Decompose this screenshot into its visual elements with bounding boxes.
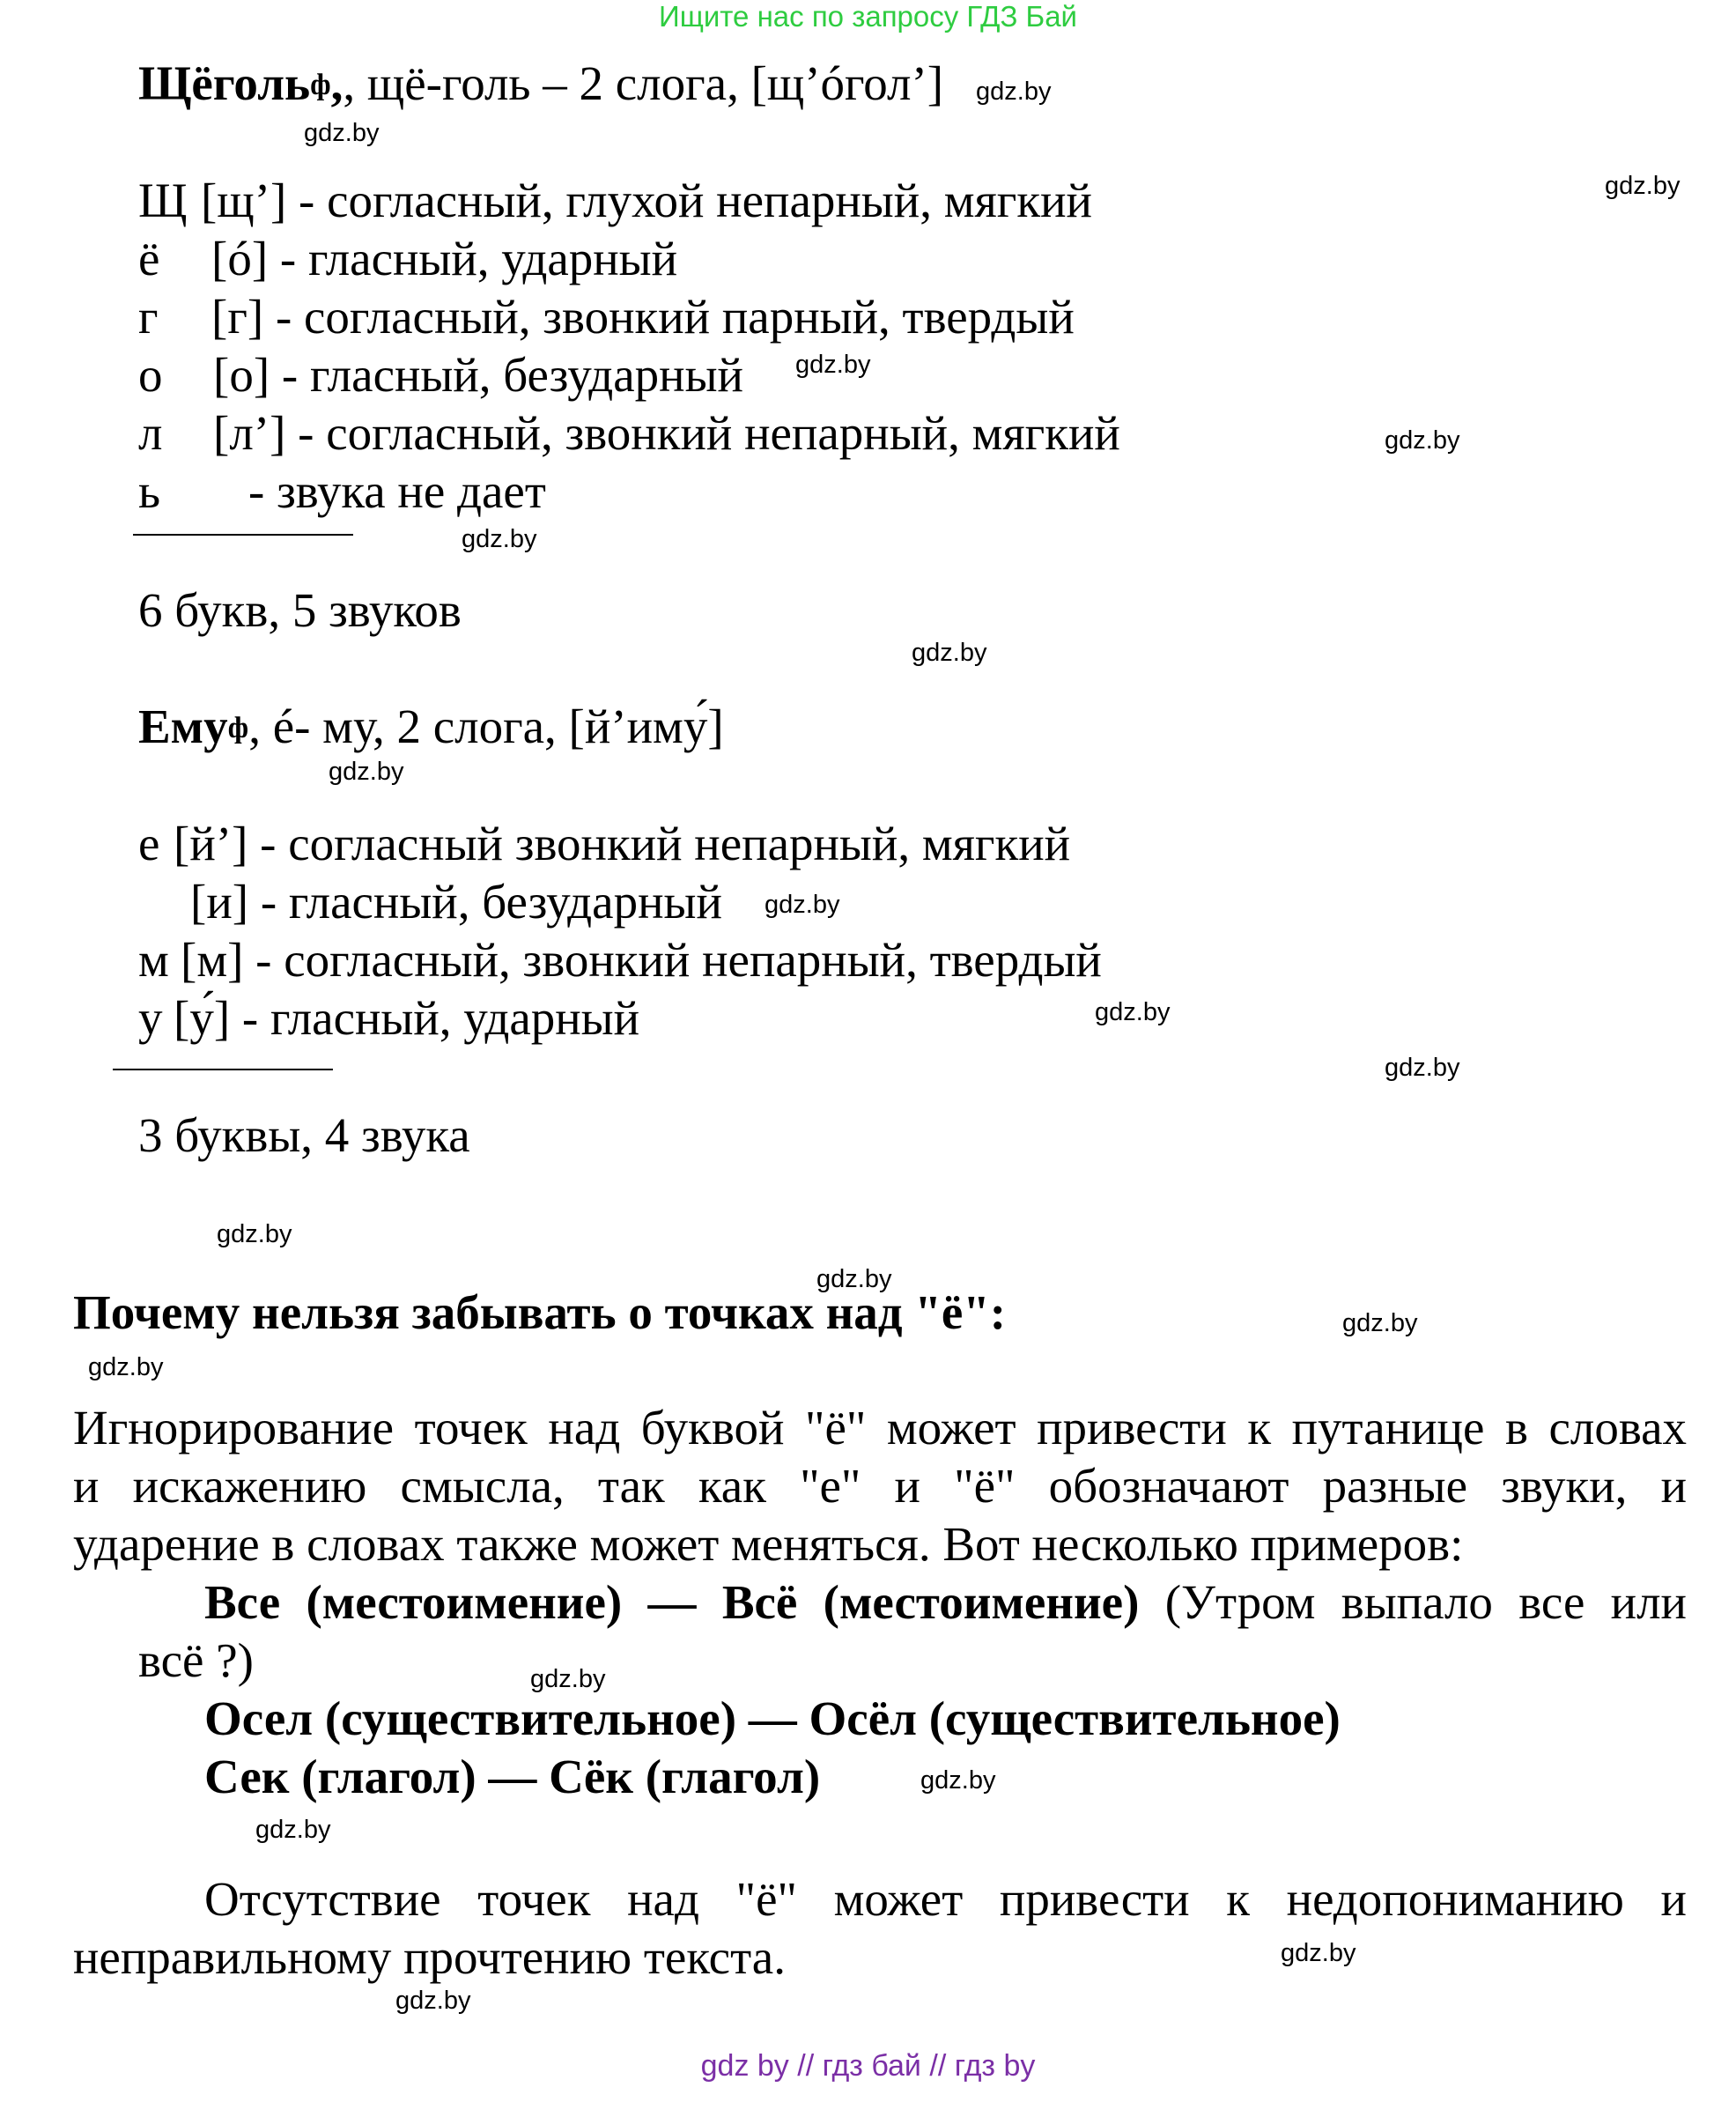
watermark: gdz.by <box>1385 426 1460 455</box>
search-banner: Ищите нас по запросу ГДЗ Бай <box>659 0 1077 33</box>
paragraph-line: Отсутствие точек над "ё" может привести к недопониманию и <box>204 1872 1687 1926</box>
watermark: gdz.by <box>912 639 987 667</box>
sound-description: [щ’] - согласный, глухой непарный, мягкий <box>201 174 1092 227</box>
example-1 <box>204 1573 1687 1632</box>
watermark: gdz.by <box>217 1220 292 1248</box>
word1-mark: ф <box>310 69 331 101</box>
example-1-note: (Утром выпало все или <box>1139 1575 1687 1629</box>
paragraph-line: Игнорирование точек над буквой "ё" может привести к путанице в словах <box>73 1401 1687 1454</box>
letter-cell: е <box>138 817 160 870</box>
watermark: gdz.by <box>816 1265 892 1293</box>
footer-links: gdz by // гдз бай // гдз by <box>700 2049 1036 2083</box>
word2-summary: 3 буквы, 4 звука <box>138 1108 470 1162</box>
watermark: gdz.by <box>1605 172 1681 200</box>
letter-cell: м <box>138 933 169 987</box>
watermark: gdz.by <box>530 1665 606 1693</box>
watermark: gdz.by <box>329 758 404 786</box>
watermark: gdz.by <box>1281 1939 1356 1967</box>
word1-title: Щёголь <box>138 56 311 110</box>
watermark: gdz.by <box>1385 1054 1460 1082</box>
example-2: Осел (существительное) — Осёл (существительное) <box>204 1691 1341 1745</box>
sound-description: [г] - согласный, звонкий парный, твердый <box>211 290 1075 344</box>
watermark: gdz.by <box>88 1353 164 1381</box>
sound-description: - звука не дает <box>248 464 546 518</box>
letter-cell: ё <box>138 232 160 285</box>
paragraph-line: неправильному прочтению текста. <box>73 1930 786 1984</box>
watermark: gdz.by <box>395 1987 471 2015</box>
section-heading: Почему нельзя забывать о точках над "ё": <box>73 1285 1007 1339</box>
letter-cell: л <box>138 406 163 460</box>
paragraph-line: и искажению смысла, так как "е" и "ё" обозначают разные звуки, и <box>73 1459 1687 1513</box>
sound-description: [и] - гласный, безударный <box>190 875 722 929</box>
divider <box>133 534 353 536</box>
watermark: gdz.by <box>920 1766 996 1795</box>
letter-cell: у <box>138 991 163 1045</box>
watermark: gdz.by <box>1095 998 1171 1026</box>
letter-cell: о <box>138 348 163 402</box>
watermark: gdz.by <box>795 351 871 379</box>
letter-cell: ь <box>138 464 161 518</box>
paragraph-line: ударение в словах также может меняться. Вот несколько примеров: <box>73 1517 1464 1571</box>
watermark: gdz.by <box>1342 1309 1418 1337</box>
example-1-cont: всё ?) <box>138 1633 254 1687</box>
watermark: gdz.by <box>976 78 1052 106</box>
letter-cell: Щ <box>138 174 188 227</box>
letter-cell: г <box>138 290 159 344</box>
watermark: gdz.by <box>765 891 840 919</box>
example-1-words: Все (местоимение) — Всё (местоимение) <box>204 1575 1140 1629</box>
watermark: gdz.by <box>304 119 380 147</box>
word2-heading <box>138 698 724 756</box>
word2-title: Ему <box>138 699 228 753</box>
sound-description: [у́] - гласный, ударный <box>174 991 640 1045</box>
sound-description: [о] - гласный, безударный <box>213 348 743 402</box>
sound-description: [й’] - согласный звонкий непарный, мягкий <box>174 817 1071 870</box>
divider <box>113 1069 333 1070</box>
sound-description: [л’] - согласный, звонкий непарный, мягкий <box>213 406 1120 460</box>
sound-description: [ó] - гласный, ударный <box>211 232 678 285</box>
watermark: gdz.by <box>255 1816 331 1844</box>
word1-heading: Щёголь$^ф$,, щё-голь – 2 слога, [щ’óгол’] <box>138 56 944 110</box>
word2-mark: ф <box>227 712 249 744</box>
example-3: Сек (глагол) — Сёк (глагол) <box>204 1750 821 1803</box>
sound-description: [м] - согласный, звонкий непарный, твердый <box>181 933 1102 987</box>
watermark: gdz.by <box>462 525 537 553</box>
word2-rest: , é- му, 2 слога, [й’иму́] <box>248 699 724 753</box>
word1-summary: 6 букв, 5 звуков <box>138 583 462 637</box>
word1-rest: , щё-голь – 2 слога, [щ’óгол’] <box>343 56 944 110</box>
